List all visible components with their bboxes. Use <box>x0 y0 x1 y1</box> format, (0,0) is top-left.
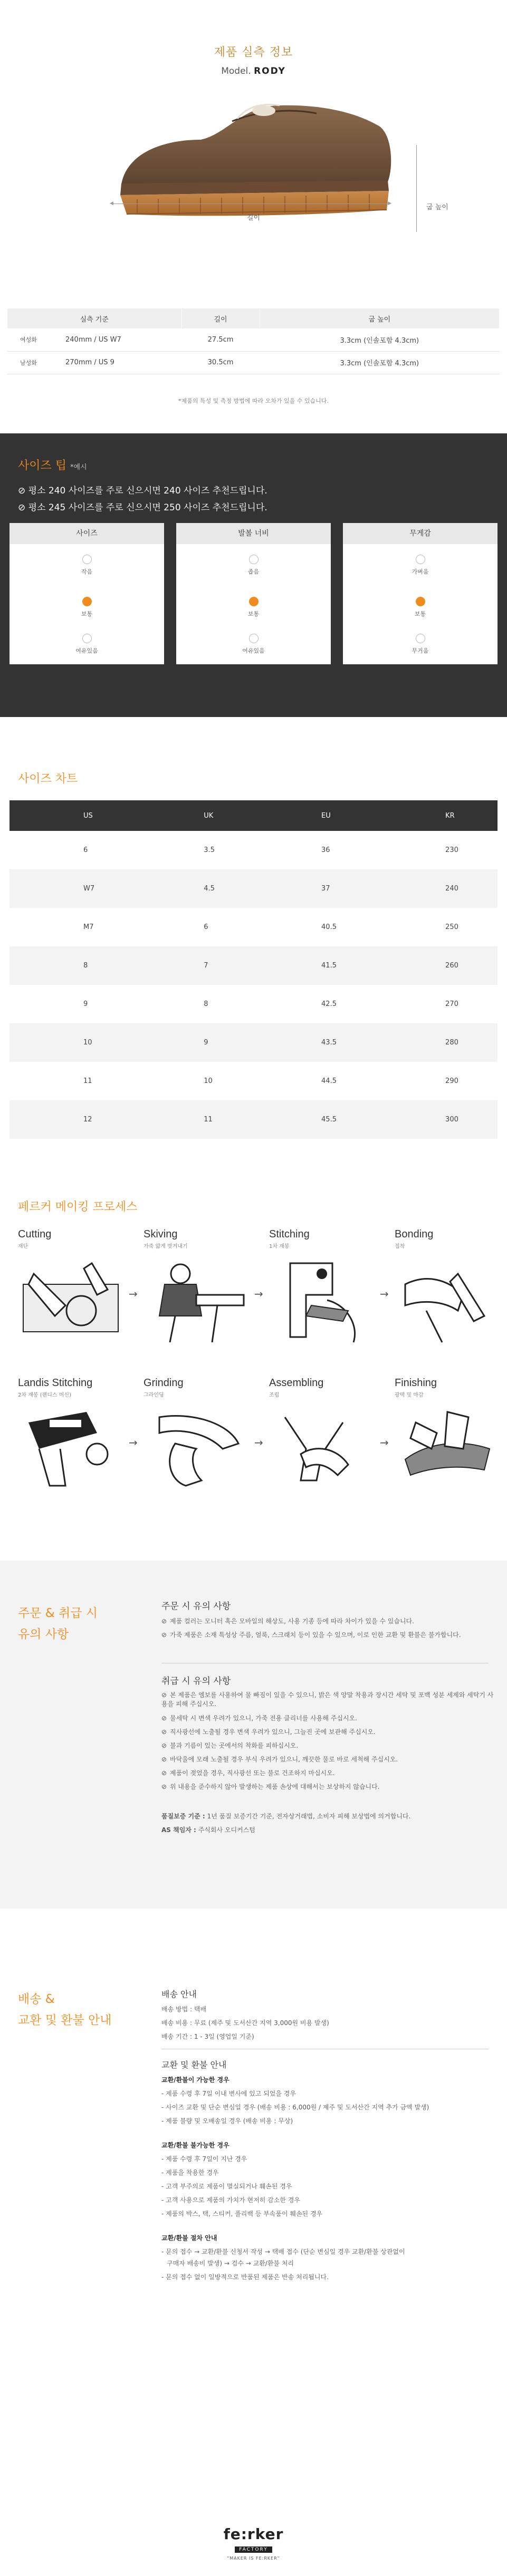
cell: 37 <box>253 869 377 908</box>
option-label: 여유있음 <box>75 647 98 654</box>
handling-item-text: 위 내용을 준수하지 않아 발생하는 제품 손상에 대해서는 보상하지 않습니다. <box>170 1783 380 1790</box>
size-option <box>9 634 164 655</box>
length-dimension-line: ◀ ▶ <box>110 201 391 206</box>
cell: 3.5 <box>204 846 215 854</box>
length-cell: 27.5cm <box>181 328 260 351</box>
possible-item-text: 사이즈 교환 및 단순 변심일 경우 (배송 비용 : 6,000원 / 제주 및 도서산간 지역 추가 금액 발생) <box>166 2104 429 2111</box>
possible-item: - 사이즈 교환 및 단순 변심일 경우 (배송 비용 : 6,000원 / 제주 및 도서산간 지역 추가 금액 발생) <box>161 2104 429 2111</box>
cell: 43.5 <box>253 1023 377 1062</box>
landis-stitching-illustration <box>18 1401 123 1494</box>
step-sub: 가죽 얇게 벗겨내기 <box>144 1244 188 1250</box>
size-chart-section <box>0 717 507 1202</box>
impossible-item-text: 고객 부주의로 제품이 멸실되거나 훼손된 경우 <box>166 2183 292 2190</box>
cell: 240 <box>377 869 498 908</box>
step-sub: 그라인딩 <box>144 1392 164 1398</box>
possible-heading: 교환/환불이 가능한 경우 <box>161 2076 229 2084</box>
model-name: RODY <box>254 66 286 76</box>
impossible-item-text: 제품을 착용한 경우 <box>166 2169 219 2176</box>
size-chart-title: 사이즈 차트 <box>18 772 78 786</box>
impossible-item-text: 제품의 박스, 택, 스티커, 풀리백 등 부속품이 훼손된 경우 <box>166 2210 323 2217</box>
cell: 260 <box>377 946 498 985</box>
gender-cell: 남성화 <box>7 351 44 374</box>
cell: 42.5 <box>321 1000 337 1008</box>
warranty-line <box>161 1812 494 1820</box>
ship-item: 배송 방법 : 택배 <box>161 2006 207 2013</box>
handling-item-text: 물세탁 시 변색 우려가 있으니, 가죽 전용 클리너를 사용해 주십시오. <box>170 1715 357 1722</box>
arrow-icon: → <box>380 1436 389 1449</box>
measure-note: *제품의 특성 및 측정 방법에 따라 오차가 있을 수 있습니다. <box>178 398 329 404</box>
cell: 10 <box>204 1077 213 1085</box>
info-icon: ⊘ <box>161 1783 167 1790</box>
handling-item <box>161 1741 494 1750</box>
weight-card <box>343 523 498 664</box>
cell: 7 <box>135 946 253 985</box>
model-line <box>0 66 507 76</box>
check-circle-icon: ⊘ <box>18 486 28 496</box>
info-icon: ⊘ <box>161 1631 167 1639</box>
impossible-item: - 제품을 착용한 경우 <box>161 2169 219 2176</box>
size-tip-line <box>18 483 267 496</box>
impossible-item: - 고객 부주의로 제품이 멸실되거나 훼손된 경우 <box>161 2183 292 2190</box>
cell: 10 <box>9 1023 135 1062</box>
measure-header-length: 길이 <box>181 308 260 328</box>
impossible-item-text: 고객 사용으로 제품의 가치가 현저히 감소한 경우 <box>166 2196 300 2204</box>
model-prefix: Model. <box>221 66 251 76</box>
shipping-title <box>18 1989 111 2031</box>
check-circle-icon: ⊘ <box>18 502 28 513</box>
cell: 8 <box>9 946 135 985</box>
weight-card-header: 무게감 <box>343 523 498 544</box>
col-eu: EU <box>253 800 377 831</box>
ship-item: 배송 비용 : 무료 (제주 및 도서산간 지역 3,000원 비용 발생) <box>161 2019 329 2027</box>
table-row <box>9 1062 498 1100</box>
col-uk: UK <box>135 800 253 831</box>
size-tip-title <box>18 457 87 473</box>
arrow-icon: → <box>129 1287 138 1300</box>
info-icon: ⊘ <box>161 1715 167 1722</box>
heel-cell: 3.3cm (인솔포함 4.3cm) <box>260 328 499 351</box>
care-title-line: 주문 & 취급 시 <box>18 1606 98 1620</box>
order-item <box>161 1616 494 1625</box>
cell: 41.5 <box>253 946 377 985</box>
handling-item <box>161 1727 494 1736</box>
measure-title: 제품 실측 정보 <box>214 46 293 59</box>
info-icon: ⊘ <box>161 1728 167 1736</box>
process-item-text: 문의 접수 → 교환/환불 신청서 작성 → 택배 접수 (단순 변심일 경우 교환/환불 상관없이 <box>166 2248 405 2255</box>
skiving-illustration <box>144 1253 249 1345</box>
step-sub: 1차 재봉 <box>269 1244 290 1250</box>
cell: 8 <box>204 1000 208 1008</box>
cell: 6 <box>204 923 208 931</box>
shipping-section <box>0 1909 507 2436</box>
radio-dot-selected <box>82 597 92 606</box>
handling-item <box>161 1713 494 1722</box>
step-grinding <box>144 1377 249 1494</box>
handling-item <box>161 1782 494 1791</box>
cell: 9 <box>135 1023 253 1062</box>
measurement-section <box>0 0 507 404</box>
handling-item <box>161 1768 494 1777</box>
size-tip-title-suffix: *예시 <box>70 463 87 471</box>
impossible-item: - 고객 사용으로 제품의 가치가 현저히 감소한 경우 <box>161 2196 300 2204</box>
step-sub: 2차 재봉 (랜디스 머신) <box>18 1392 71 1398</box>
logo-wordmark: fe:rker <box>223 2525 284 2543</box>
cell: 6 <box>83 846 88 854</box>
care-section <box>0 1561 507 1909</box>
warranty-label: 품질보증 기준 : <box>161 1813 205 1820</box>
possible-item-text: 제품 불량 및 오배송일 경우 (배송 비용 : 무상) <box>166 2117 293 2125</box>
cell: 230 <box>445 846 458 854</box>
order-item-text: 가죽 제품은 소재 특성상 주름, 얼룩, 스크래치 등이 있을 수 있으며, 이로 인한 교환 및 환불은 불가합니다. <box>170 1631 461 1639</box>
col-us: US <box>9 800 135 831</box>
table-row <box>7 328 500 351</box>
arrow-icon: → <box>380 1287 389 1300</box>
step-name: Landis Stitching <box>18 1377 93 1389</box>
cell: 250 <box>445 923 458 931</box>
height-dimension-line <box>413 145 420 232</box>
handling-item-text: 불과 기름이 있는 곳에서의 착화를 피하십시오. <box>170 1742 299 1749</box>
step-name: Stitching <box>269 1228 310 1240</box>
impossible-item: - 제품 수령 후 7일이 지난 경우 <box>161 2155 247 2163</box>
measure-header-heel: 굽 높이 <box>260 308 499 328</box>
info-icon: ⊘ <box>161 1769 167 1777</box>
table-row <box>9 908 498 946</box>
making-process-section <box>0 1198 507 1535</box>
step-bonding <box>395 1228 500 1345</box>
process-title: 페르커 메이킹 프로세스 <box>18 1200 138 1214</box>
stitching-illustration <box>269 1253 375 1345</box>
brand-logo <box>0 2525 507 2561</box>
heel-cell: 3.3cm (인솔포함 4.3cm) <box>260 351 499 374</box>
option-label: 작음 <box>81 568 93 575</box>
possible-item-text: 제품 수령 후 7일 이내 변사에 있고 되었을 경우 <box>166 2090 296 2097</box>
radio-dot <box>249 555 259 564</box>
measure-table <box>7 308 500 374</box>
col-kr: KR <box>377 800 498 831</box>
table-row <box>9 985 498 1023</box>
step-sub: 접착 <box>395 1244 405 1250</box>
cell: M7 <box>83 923 94 931</box>
step-cutting <box>18 1228 123 1345</box>
step-name: Bonding <box>395 1228 434 1240</box>
as-text: 주식회사 오디커스텀 <box>198 1826 255 1834</box>
ship-heading: 배송 안내 <box>161 1989 197 1999</box>
radio-dot <box>416 555 425 564</box>
width-option <box>176 555 331 576</box>
process-item: - 문의 접수 없이 일방적으로 반품된 제품은 반송 처리됩니다. <box>161 2273 329 2281</box>
table-row <box>9 1100 498 1139</box>
length-label: 길이 <box>246 214 261 222</box>
option-label: 보통 <box>247 611 260 617</box>
radio-dot-selected <box>249 597 259 606</box>
option-label: 여유있음 <box>242 647 265 654</box>
handling-item <box>161 1755 494 1764</box>
radio-dot <box>82 555 92 564</box>
impossible-heading: 교환/환불 불가능한 경우 <box>161 2142 229 2149</box>
step-name: Finishing <box>395 1377 437 1389</box>
size-tip-line <box>18 500 267 513</box>
size-tip-line-text: 평소 240 사이즈를 주로 신으시면 240 사이즈 추천드립니다. <box>28 486 267 496</box>
table-row <box>7 351 500 374</box>
handling-item-text: 바닥울에 모래 노출될 경우 부식 우려가 있으니, 깨끗한 물로 바로 세척해 주십시오. <box>170 1756 398 1763</box>
option-label: 보통 <box>81 611 93 617</box>
handling-item-text: 직사광선에 노출될 경우 변색 우려가 있으니, 그늘진 곳에 보관해 주십시오. <box>170 1728 376 1736</box>
possible-item: - 제품 불량 및 오배송일 경우 (배송 비용 : 무상) <box>161 2117 293 2125</box>
ship-item: 배송 기간 : 1 - 3일 (영업일 기준) <box>161 2033 254 2040</box>
care-title-line: 유의 사항 <box>18 1628 69 1641</box>
width-option <box>176 634 331 655</box>
logo-badge: FACTORY <box>235 2546 272 2553</box>
arrow-icon: → <box>254 1287 263 1300</box>
size-tip-title-text: 사이즈 팁 <box>18 459 67 472</box>
cell: 45.5 <box>253 1100 377 1139</box>
as-label: AS 책임자 : <box>161 1826 196 1834</box>
table-row <box>9 831 498 869</box>
cell: 4.5 <box>135 869 253 908</box>
option-label: 가벼움 <box>412 568 429 575</box>
process-item-text: 문의 접수 없이 일방적으로 반품된 제품은 반송 처리됩니다. <box>166 2273 329 2281</box>
order-item-text: 제품 컬러는 모니터 혹은 모바일의 해상도, 사용 기종 등에 따라 차이가 있을 수 있습니다. <box>170 1618 414 1625</box>
width-card <box>176 523 331 664</box>
handling-item-text: 제품이 젖었을 경우, 직사광선 또는 불로 건조하지 마십시오. <box>170 1769 335 1777</box>
weight-option <box>343 634 498 655</box>
bonding-illustration <box>395 1253 500 1345</box>
handling-item-text: 본 제품은 엠보를 사용하여 물 빠짐이 있을 수 있으니, 밝은 색 양말 착용과 장시간 세탁 및 포백 성분 세제와 세탁기 사용을 피해 주십시오. <box>161 1691 494 1708</box>
possible-item: - 제품 수령 후 7일 이내 변사에 있고 되었을 경우 <box>161 2090 296 2097</box>
size-option <box>9 555 164 576</box>
radio-dot-selected <box>416 597 425 606</box>
logo-tagline: "MAKER IS FE:RKER" <box>227 2556 280 2561</box>
warranty-text: 1년 품질 보증기간 기준, 전자상거래법, 소비자 피해 보상법에 의거합니다. <box>207 1813 411 1820</box>
as-line <box>161 1825 494 1834</box>
table-row <box>9 946 498 985</box>
step-stitching <box>269 1228 375 1345</box>
length-cell: 30.5cm <box>181 351 260 374</box>
size-tip-section <box>0 433 507 717</box>
grinding-illustration <box>144 1401 249 1494</box>
cell: 270 <box>445 1000 458 1008</box>
cell: 300 <box>377 1100 498 1139</box>
process-item: - 문의 접수 → 교환/환불 신청서 작성 → 택배 접수 (단순 변심일 경우 교환/환불 상관없이 <box>161 2248 405 2255</box>
step-name: Grinding <box>144 1377 184 1389</box>
shipping-title-line: 배송 & <box>18 1992 55 2006</box>
info-icon: ⊘ <box>161 1618 167 1625</box>
option-label: 좁음 <box>247 568 260 575</box>
handling-item <box>161 1690 494 1708</box>
impossible-item: - 제품의 박스, 택, 스티커, 풀리백 등 부속품이 훼손된 경우 <box>161 2210 323 2217</box>
table-row <box>9 1023 498 1062</box>
option-label: 보통 <box>414 611 426 617</box>
handling-heading: 취급 시 유의 사항 <box>161 1676 231 1687</box>
size-chart-table <box>9 800 498 1139</box>
step-skiving <box>144 1228 249 1345</box>
step-name: Assembling <box>269 1377 324 1389</box>
step-sub: 재단 <box>18 1244 28 1250</box>
weight-option <box>343 555 498 576</box>
cutting-illustration <box>18 1253 123 1345</box>
step-finishing <box>395 1377 500 1494</box>
order-item <box>161 1630 494 1639</box>
info-icon: ⊘ <box>161 1756 167 1763</box>
cell: 36 <box>321 846 330 854</box>
step-sub: 광택 및 마감 <box>395 1392 424 1398</box>
size-card <box>9 523 164 664</box>
arrow-icon: → <box>254 1436 263 1449</box>
step-name: Skiving <box>144 1228 178 1240</box>
shipping-title-line: 교환 및 환불 안내 <box>18 2013 112 2027</box>
cell: 11 <box>135 1100 253 1139</box>
step-name: Cutting <box>18 1228 52 1240</box>
order-heading: 주문 시 유의 사항 <box>161 1601 231 1612</box>
cell: 12 <box>9 1100 135 1139</box>
radio-dot <box>416 634 425 643</box>
cell: 290 <box>445 1077 458 1085</box>
radio-dot <box>249 634 259 643</box>
care-title <box>18 1603 98 1645</box>
finishing-illustration <box>395 1401 500 1494</box>
info-icon: ⊘ <box>161 1742 167 1749</box>
refund-heading: 교환 및 환불 안내 <box>161 2060 227 2070</box>
info-icon: ⊘ <box>161 1691 167 1699</box>
size-cell: 240mm / US W7 <box>44 328 181 351</box>
gender-cell: 여성화 <box>7 328 44 351</box>
cell: W7 <box>9 869 135 908</box>
height-label: 굽 높이 <box>426 204 448 211</box>
size-option <box>9 597 164 618</box>
arrow-icon: → <box>129 1436 138 1449</box>
radio-dot <box>82 634 92 643</box>
size-tip-line-text: 평소 245 사이즈를 주로 신으시면 250 사이즈 추천드립니다. <box>28 502 267 513</box>
cell: 280 <box>377 1023 498 1062</box>
process-item: 구매자 배송비 발생) → 검수 → 교환/환불 처리 <box>167 2260 294 2267</box>
cell: 11 <box>83 1077 92 1085</box>
size-card-header: 사이즈 <box>9 523 164 544</box>
measure-header-size: 실측 기준 <box>7 308 181 328</box>
width-card-header: 발볼 너비 <box>176 523 331 544</box>
step-assembling <box>269 1377 375 1494</box>
impossible-item-text: 제품 수령 후 7일이 지난 경우 <box>166 2155 247 2163</box>
size-cell: 270mm / US 9 <box>44 351 181 374</box>
table-row <box>9 869 498 908</box>
step-sub: 조립 <box>269 1392 280 1398</box>
width-option <box>176 597 331 618</box>
cell: 40.5 <box>321 923 337 931</box>
option-label: 무거움 <box>412 647 429 654</box>
process-heading: 교환/환불 절차 안내 <box>161 2234 217 2242</box>
cell: 44.5 <box>321 1077 337 1085</box>
step-landis-stitching <box>18 1377 123 1494</box>
assembling-illustration <box>269 1401 375 1494</box>
cell: 9 <box>83 1000 88 1008</box>
weight-option <box>343 597 498 618</box>
